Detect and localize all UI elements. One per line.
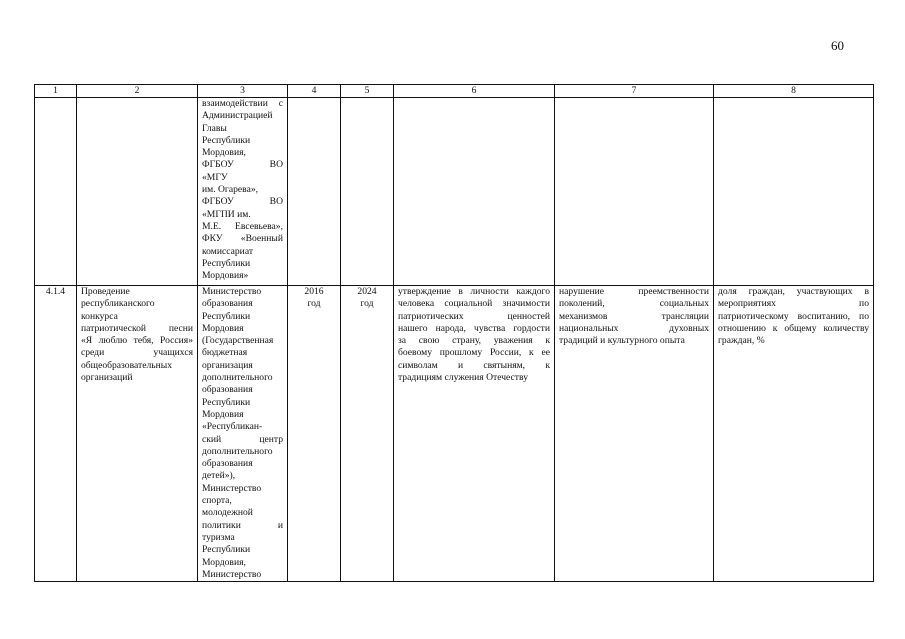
cell-line: дополнительного xyxy=(202,372,273,384)
cell-line: боевому прошлому России, к ее xyxy=(398,347,550,359)
cell-line: Проведение xyxy=(81,286,130,297)
table-cell xyxy=(714,98,874,286)
cell-line: политики и xyxy=(202,519,283,531)
executors-cell xyxy=(198,98,288,286)
cell-line: «Республикан- xyxy=(202,421,263,433)
cell-line: молодежной xyxy=(202,507,253,519)
cell-line: Мордовия, xyxy=(202,556,246,568)
cell-line: поколений, социальных xyxy=(559,298,709,310)
table-cell xyxy=(35,98,77,286)
cell-line: Республики xyxy=(202,396,251,408)
table-cell xyxy=(555,98,714,286)
table-row xyxy=(35,286,874,582)
cell-line: ФГБОУ ВО xyxy=(202,159,283,171)
header-cell: 5 xyxy=(341,85,394,98)
header-cell: 7 xyxy=(555,85,714,98)
header-cell: 6 xyxy=(394,85,555,98)
cell-line: традиций и культурного опыта xyxy=(559,335,685,347)
cell-line: образования xyxy=(202,384,253,396)
start-year: 2016 xyxy=(304,286,324,297)
cell-line: механизмов трансляции xyxy=(559,310,709,322)
cell-line: (Государственная xyxy=(202,335,274,347)
consequences-cell xyxy=(555,286,714,582)
cell-line: комиссариат xyxy=(202,245,254,257)
program-table xyxy=(34,84,874,582)
cell-line: образования xyxy=(202,458,253,470)
cell-line: республиканского xyxy=(81,298,155,310)
cell-line: за свою страну, уважения к xyxy=(398,335,550,347)
cell-line: национальных духовных xyxy=(559,322,709,334)
cell-line: Республики xyxy=(202,257,251,269)
cell-line: туризма xyxy=(202,531,235,543)
header-cell: 1 xyxy=(35,85,77,98)
cell-line: М.Е. Евсевьева», xyxy=(202,220,283,232)
header-cell: 4 xyxy=(288,85,341,98)
cell-line: нарушение преемственности xyxy=(559,286,709,297)
cell-line: общеобразовательных xyxy=(81,359,172,371)
table-cell xyxy=(77,98,198,286)
cell-line: Мордовия xyxy=(202,408,244,420)
header-cell: 3 xyxy=(198,85,288,98)
cell-line: ФГБОУ ВО xyxy=(202,196,283,208)
cell-line: ФКУ «Военный xyxy=(202,233,283,245)
cell-line: Мордовия, xyxy=(202,147,246,159)
cell-line: традициям служения Отечеству xyxy=(398,372,528,384)
cell-line: Главы xyxy=(202,122,227,134)
continuation-row xyxy=(35,98,874,286)
start-year-unit: год xyxy=(307,298,321,310)
cell-line: взаимодействии с xyxy=(202,98,283,109)
cell-line: «МГПИ им. xyxy=(202,208,251,220)
header-cell: 8 xyxy=(714,85,874,98)
cell-line: патриотическому воспитанию, по xyxy=(718,310,869,322)
cell-line: нашего народа, чувства гордости xyxy=(398,322,550,334)
cell-line: патриотической песни xyxy=(81,322,193,334)
expected-result-cell xyxy=(394,286,555,582)
cell-line: Администрацией xyxy=(202,110,273,122)
event-cell xyxy=(77,286,198,582)
cell-line: мероприятиях по xyxy=(718,298,869,310)
cell-line: организаций xyxy=(81,372,133,384)
cell-line: дополнительного xyxy=(202,445,273,457)
cell-line: спорта, xyxy=(202,495,232,507)
page-number: 60 xyxy=(831,38,844,53)
header-cell: 2 xyxy=(77,85,198,98)
table-cell xyxy=(341,98,394,286)
cell-line: Республики xyxy=(202,310,251,322)
cell-line: Мордовия xyxy=(202,322,244,334)
start-year-cell xyxy=(288,286,341,582)
cell-line: Республики xyxy=(202,134,251,146)
end-year-unit: год xyxy=(360,298,374,310)
cell-line: бюджетная xyxy=(202,347,248,359)
end-year-cell xyxy=(341,286,394,582)
cell-line: образования xyxy=(202,298,253,310)
cell-line: «Я люблю тебя, Россия» xyxy=(81,335,193,347)
cell-line: конкурса xyxy=(81,310,118,322)
cell-line: Министерство xyxy=(202,482,262,494)
table-cell xyxy=(394,98,555,286)
cell-line: утверждение в личности каждого xyxy=(398,286,550,297)
cell-line: организация xyxy=(202,359,253,371)
cell-line: граждан, % xyxy=(718,335,765,347)
cell-line: им. Огарева», xyxy=(202,184,259,196)
cell-line: патриотических ценностей xyxy=(398,310,550,322)
indicator-cell xyxy=(714,286,874,582)
executors-cell xyxy=(198,286,288,582)
cell-line: среди учащихся xyxy=(81,347,193,359)
cell-line: Мордовия» xyxy=(202,270,249,282)
cell-line: доля граждан, участвующих в xyxy=(718,286,869,297)
table-cell xyxy=(288,98,341,286)
header-row xyxy=(35,85,874,98)
row-number: 4.1.4 xyxy=(35,286,77,582)
cell-line: отношению к общему количеству xyxy=(718,322,869,334)
cell-line: Министерство xyxy=(202,286,262,297)
cell-line: детей»), xyxy=(202,470,236,482)
cell-line: «МГУ xyxy=(202,171,228,183)
cell-line: Министерство xyxy=(202,568,262,580)
cell-line: человека социальной значимости xyxy=(398,298,550,310)
cell-line: символам и святыням, к xyxy=(398,359,550,371)
end-year: 2024 xyxy=(357,286,377,297)
cell-line: Республики xyxy=(202,544,251,556)
cell-line: ский центр xyxy=(202,433,283,445)
